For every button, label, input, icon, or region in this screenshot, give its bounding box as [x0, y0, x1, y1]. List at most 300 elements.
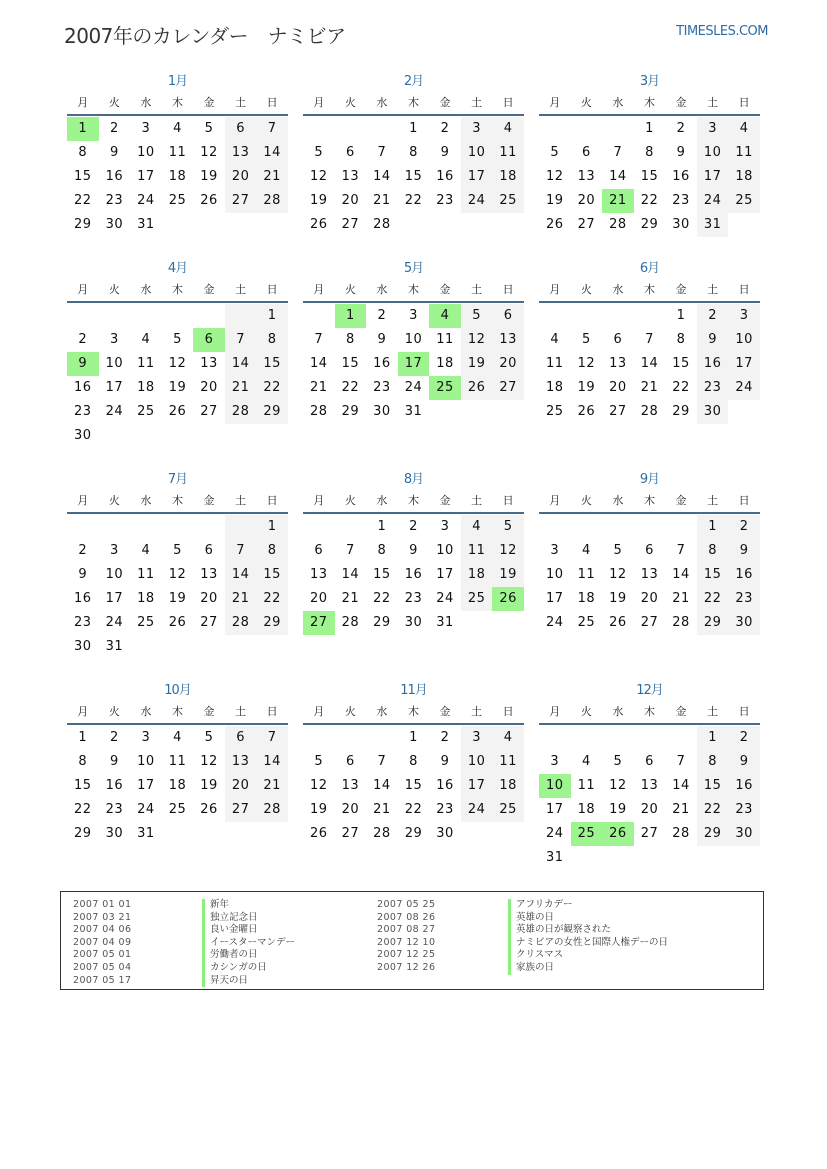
- day-cell[interactable]: 28: [373, 826, 391, 841]
- day-cell-holiday[interactable]: 17: [398, 352, 430, 376]
- day-cell[interactable]: 16: [373, 356, 391, 371]
- day-cell[interactable]: 9: [697, 328, 729, 352]
- day-cell[interactable]: 8: [645, 145, 654, 160]
- day-cell[interactable]: 5: [613, 754, 623, 769]
- day-cell-holiday[interactable]: 4: [429, 304, 461, 328]
- day-cell[interactable]: 14: [225, 352, 257, 376]
- day-cell[interactable]: 3: [550, 543, 560, 558]
- day-cell[interactable]: 4: [728, 117, 760, 141]
- day-cell[interactable]: 4: [461, 515, 493, 539]
- day-cell[interactable]: 14: [341, 567, 360, 582]
- day-cell[interactable]: 23: [74, 404, 92, 419]
- day-cell[interactable]: 3: [697, 117, 729, 141]
- day-cell[interactable]: 26: [200, 802, 218, 817]
- day-cell[interactable]: 5: [204, 121, 214, 136]
- day-cell[interactable]: 13: [200, 567, 218, 582]
- day-cell[interactable]: 3: [440, 519, 450, 534]
- day-cell[interactable]: 11: [492, 750, 524, 774]
- day-cell[interactable]: 22: [341, 380, 360, 395]
- day-cell[interactable]: 17: [461, 165, 493, 189]
- day-cell[interactable]: 6: [613, 332, 623, 347]
- day-cell[interactable]: 9: [728, 750, 760, 774]
- day-cell[interactable]: 28: [640, 404, 659, 419]
- day-cell[interactable]: 6: [314, 543, 324, 558]
- day-cell[interactable]: 3: [550, 754, 560, 769]
- day-cell[interactable]: 18: [492, 774, 524, 798]
- day-cell[interactable]: 24: [404, 380, 423, 395]
- day-cell[interactable]: 2: [109, 121, 119, 136]
- day-cell[interactable]: 18: [728, 165, 760, 189]
- day-cell[interactable]: 14: [225, 563, 257, 587]
- day-cell[interactable]: 3: [461, 726, 493, 750]
- day-cell[interactable]: 27: [492, 376, 524, 400]
- day-cell[interactable]: 5: [204, 730, 214, 745]
- day-cell[interactable]: 1: [78, 730, 88, 745]
- day-cell[interactable]: 29: [373, 615, 391, 630]
- day-cell[interactable]: 6: [345, 145, 355, 160]
- day-cell[interactable]: 10: [697, 141, 729, 165]
- day-cell[interactable]: 18: [436, 356, 454, 371]
- day-cell[interactable]: 31: [137, 217, 155, 232]
- day-cell[interactable]: 13: [609, 356, 627, 371]
- day-cell-holiday[interactable]: 26: [602, 822, 634, 846]
- day-cell[interactable]: 16: [436, 778, 454, 793]
- day-cell[interactable]: 17: [137, 778, 155, 793]
- day-cell[interactable]: 17: [436, 567, 454, 582]
- day-cell[interactable]: 12: [577, 356, 596, 371]
- day-cell[interactable]: 18: [492, 165, 524, 189]
- day-cell[interactable]: 17: [105, 380, 124, 395]
- day-cell[interactable]: 29: [256, 611, 288, 635]
- day-cell[interactable]: 3: [109, 332, 119, 347]
- day-cell[interactable]: 27: [225, 189, 257, 213]
- day-cell[interactable]: 17: [697, 165, 729, 189]
- day-cell[interactable]: 6: [345, 754, 355, 769]
- day-cell[interactable]: 8: [409, 145, 418, 160]
- day-cell[interactable]: 22: [373, 591, 391, 606]
- day-cell[interactable]: 22: [697, 587, 729, 611]
- day-cell[interactable]: 18: [168, 169, 187, 184]
- day-cell[interactable]: 2: [78, 543, 88, 558]
- day-cell[interactable]: 17: [461, 774, 493, 798]
- day-cell[interactable]: 7: [225, 328, 257, 352]
- day-cell[interactable]: 14: [672, 778, 690, 793]
- day-cell[interactable]: 5: [461, 304, 493, 328]
- day-cell[interactable]: 27: [200, 615, 218, 630]
- day-cell[interactable]: 2: [409, 519, 418, 534]
- day-cell[interactable]: 23: [436, 802, 454, 817]
- day-cell[interactable]: 4: [492, 117, 524, 141]
- day-cell[interactable]: 13: [492, 328, 524, 352]
- day-cell[interactable]: 16: [105, 169, 124, 184]
- day-cell[interactable]: 7: [256, 117, 288, 141]
- day-cell[interactable]: 26: [168, 615, 187, 630]
- day-cell[interactable]: 16: [74, 380, 92, 395]
- day-cell[interactable]: 16: [697, 352, 729, 376]
- day-cell[interactable]: 15: [672, 356, 690, 371]
- day-cell[interactable]: 13: [640, 778, 659, 793]
- day-cell[interactable]: 18: [461, 563, 493, 587]
- day-cell[interactable]: 6: [492, 304, 524, 328]
- day-cell[interactable]: 2: [440, 730, 450, 745]
- day-cell[interactable]: 11: [137, 356, 155, 371]
- day-cell[interactable]: 12: [492, 539, 524, 563]
- day-cell[interactable]: 20: [492, 352, 524, 376]
- day-cell[interactable]: 15: [74, 169, 92, 184]
- day-cell[interactable]: 24: [697, 189, 729, 213]
- day-cell[interactable]: 14: [672, 567, 690, 582]
- day-cell[interactable]: 29: [404, 826, 423, 841]
- day-cell[interactable]: 5: [314, 145, 324, 160]
- day-cell-holiday[interactable]: 25: [429, 376, 461, 400]
- day-cell[interactable]: 5: [173, 543, 182, 558]
- day-cell[interactable]: 1: [645, 121, 654, 136]
- day-cell[interactable]: 10: [105, 567, 124, 582]
- day-cell[interactable]: 12: [310, 778, 328, 793]
- day-cell[interactable]: 15: [640, 169, 659, 184]
- day-cell[interactable]: 20: [640, 802, 659, 817]
- day-cell[interactable]: 21: [256, 774, 288, 798]
- day-cell[interactable]: 31: [697, 213, 729, 237]
- day-cell[interactable]: 14: [373, 169, 391, 184]
- day-cell[interactable]: 1: [676, 308, 686, 323]
- day-cell[interactable]: 21: [373, 193, 391, 208]
- day-cell[interactable]: 3: [461, 117, 493, 141]
- day-cell[interactable]: 31: [137, 826, 155, 841]
- day-cell[interactable]: 19: [200, 778, 218, 793]
- day-cell[interactable]: 8: [256, 539, 288, 563]
- day-cell[interactable]: 6: [225, 117, 257, 141]
- day-cell[interactable]: 9: [409, 543, 418, 558]
- day-cell[interactable]: 21: [256, 165, 288, 189]
- day-cell[interactable]: 27: [200, 404, 218, 419]
- day-cell[interactable]: 30: [728, 822, 760, 846]
- day-cell[interactable]: 12: [168, 567, 187, 582]
- day-cell[interactable]: 15: [697, 774, 729, 798]
- day-cell[interactable]: 29: [697, 611, 729, 635]
- day-cell[interactable]: 6: [645, 543, 654, 558]
- day-cell[interactable]: 18: [577, 802, 596, 817]
- day-cell[interactable]: 19: [168, 591, 187, 606]
- day-cell[interactable]: 14: [373, 778, 391, 793]
- day-cell[interactable]: 2: [728, 726, 760, 750]
- day-cell[interactable]: 13: [310, 567, 328, 582]
- day-cell[interactable]: 21: [640, 380, 659, 395]
- day-cell[interactable]: 12: [200, 754, 218, 769]
- day-cell[interactable]: 1: [697, 726, 729, 750]
- day-cell[interactable]: 22: [256, 376, 288, 400]
- day-cell[interactable]: 2: [377, 308, 387, 323]
- day-cell[interactable]: 12: [168, 356, 187, 371]
- day-cell[interactable]: 21: [672, 591, 690, 606]
- day-cell[interactable]: 7: [645, 332, 654, 347]
- day-cell[interactable]: 19: [609, 591, 627, 606]
- day-cell[interactable]: 11: [577, 567, 596, 582]
- day-cell[interactable]: 24: [728, 376, 760, 400]
- day-cell[interactable]: 7: [256, 726, 288, 750]
- day-cell[interactable]: 22: [256, 587, 288, 611]
- day-cell[interactable]: 26: [461, 376, 493, 400]
- day-cell[interactable]: 14: [609, 169, 627, 184]
- day-cell[interactable]: 25: [168, 193, 187, 208]
- day-cell[interactable]: 19: [492, 563, 524, 587]
- day-cell[interactable]: 3: [728, 304, 760, 328]
- day-cell[interactable]: 23: [373, 380, 391, 395]
- day-cell[interactable]: 17: [546, 591, 564, 606]
- day-cell-holiday[interactable]: 26: [492, 587, 524, 611]
- day-cell[interactable]: 8: [697, 539, 729, 563]
- day-cell[interactable]: 2: [728, 515, 760, 539]
- day-cell[interactable]: 16: [672, 169, 690, 184]
- day-cell[interactable]: 20: [341, 193, 360, 208]
- day-cell[interactable]: 9: [676, 145, 686, 160]
- day-cell[interactable]: 24: [137, 802, 155, 817]
- day-cell[interactable]: 13: [200, 356, 218, 371]
- day-cell[interactable]: 9: [440, 145, 450, 160]
- day-cell[interactable]: 23: [436, 193, 454, 208]
- day-cell[interactable]: 10: [728, 328, 760, 352]
- day-cell[interactable]: 9: [440, 754, 450, 769]
- day-cell[interactable]: 25: [546, 404, 564, 419]
- day-cell[interactable]: 10: [105, 356, 124, 371]
- day-cell[interactable]: 24: [436, 591, 454, 606]
- day-cell[interactable]: 4: [173, 730, 182, 745]
- day-cell[interactable]: 1: [697, 515, 729, 539]
- day-cell[interactable]: 9: [78, 567, 88, 582]
- day-cell[interactable]: 21: [341, 591, 360, 606]
- day-cell[interactable]: 8: [676, 332, 686, 347]
- day-cell[interactable]: 8: [409, 754, 418, 769]
- day-cell[interactable]: 15: [256, 563, 288, 587]
- day-cell[interactable]: 28: [341, 615, 360, 630]
- day-cell[interactable]: 7: [377, 145, 387, 160]
- day-cell[interactable]: 4: [581, 754, 591, 769]
- day-cell[interactable]: 14: [310, 356, 328, 371]
- day-cell[interactable]: 1: [256, 304, 288, 328]
- day-cell[interactable]: 12: [461, 328, 493, 352]
- day-cell[interactable]: 20: [225, 774, 257, 798]
- day-cell[interactable]: 26: [200, 193, 218, 208]
- day-cell[interactable]: 13: [225, 141, 257, 165]
- day-cell[interactable]: 20: [640, 591, 659, 606]
- day-cell[interactable]: 1: [409, 730, 418, 745]
- day-cell[interactable]: 18: [168, 778, 187, 793]
- day-cell[interactable]: 4: [581, 543, 591, 558]
- day-cell[interactable]: 22: [697, 798, 729, 822]
- day-cell[interactable]: 26: [546, 217, 564, 232]
- day-cell[interactable]: 31: [105, 639, 124, 654]
- day-cell[interactable]: 21: [672, 802, 690, 817]
- day-cell[interactable]: 1: [409, 121, 418, 136]
- day-cell[interactable]: 17: [137, 169, 155, 184]
- site-logo[interactable]: TIMESLES.COM: [676, 24, 768, 39]
- day-cell[interactable]: 15: [256, 352, 288, 376]
- day-cell[interactable]: 24: [546, 826, 564, 841]
- day-cell[interactable]: 25: [137, 404, 155, 419]
- day-cell[interactable]: 5: [173, 332, 182, 347]
- day-cell[interactable]: 21: [310, 380, 328, 395]
- day-cell[interactable]: 7: [613, 145, 623, 160]
- day-cell[interactable]: 3: [141, 121, 151, 136]
- day-cell[interactable]: 31: [546, 850, 564, 865]
- day-cell[interactable]: 24: [105, 404, 124, 419]
- day-cell[interactable]: 30: [373, 404, 391, 419]
- day-cell[interactable]: 19: [546, 193, 564, 208]
- day-cell[interactable]: 25: [492, 798, 524, 822]
- day-cell[interactable]: 30: [105, 217, 124, 232]
- day-cell[interactable]: 31: [404, 404, 423, 419]
- day-cell-holiday[interactable]: 1: [67, 117, 99, 141]
- day-cell[interactable]: 25: [577, 615, 596, 630]
- day-cell[interactable]: 10: [461, 141, 493, 165]
- day-cell[interactable]: 14: [640, 356, 659, 371]
- day-cell[interactable]: 18: [577, 591, 596, 606]
- day-cell[interactable]: 30: [728, 611, 760, 635]
- day-cell[interactable]: 16: [105, 778, 124, 793]
- day-cell[interactable]: 22: [74, 193, 92, 208]
- day-cell[interactable]: 5: [492, 515, 524, 539]
- day-cell[interactable]: 15: [373, 567, 391, 582]
- day-cell[interactable]: 17: [546, 802, 564, 817]
- day-cell[interactable]: 23: [672, 193, 690, 208]
- day-cell[interactable]: 8: [256, 328, 288, 352]
- day-cell[interactable]: 6: [645, 754, 654, 769]
- day-cell[interactable]: 10: [137, 145, 155, 160]
- day-cell[interactable]: 24: [546, 615, 564, 630]
- day-cell[interactable]: 8: [377, 543, 387, 558]
- day-cell[interactable]: 1: [256, 515, 288, 539]
- day-cell[interactable]: 15: [404, 778, 423, 793]
- day-cell[interactable]: 29: [341, 404, 360, 419]
- day-cell[interactable]: 11: [436, 332, 454, 347]
- day-cell[interactable]: 16: [728, 563, 760, 587]
- day-cell[interactable]: 13: [577, 169, 596, 184]
- day-cell[interactable]: 11: [492, 141, 524, 165]
- day-cell[interactable]: 19: [168, 380, 187, 395]
- day-cell[interactable]: 13: [640, 567, 659, 582]
- day-cell[interactable]: 3: [409, 308, 418, 323]
- day-cell[interactable]: 23: [404, 591, 423, 606]
- day-cell[interactable]: 17: [728, 352, 760, 376]
- day-cell[interactable]: 9: [728, 539, 760, 563]
- day-cell[interactable]: 13: [341, 778, 360, 793]
- day-cell[interactable]: 21: [225, 376, 257, 400]
- day-cell[interactable]: 29: [256, 400, 288, 424]
- day-cell[interactable]: 30: [697, 400, 729, 424]
- day-cell[interactable]: 3: [141, 730, 151, 745]
- day-cell[interactable]: 30: [436, 826, 454, 841]
- day-cell[interactable]: 19: [609, 802, 627, 817]
- day-cell[interactable]: 4: [141, 332, 151, 347]
- day-cell[interactable]: 1: [377, 519, 387, 534]
- day-cell[interactable]: 15: [74, 778, 92, 793]
- day-cell[interactable]: 28: [373, 217, 391, 232]
- day-cell[interactable]: 7: [345, 543, 355, 558]
- day-cell[interactable]: 21: [373, 802, 391, 817]
- day-cell[interactable]: 4: [492, 726, 524, 750]
- day-cell[interactable]: 10: [461, 750, 493, 774]
- day-cell[interactable]: 28: [225, 400, 257, 424]
- day-cell[interactable]: 2: [440, 121, 450, 136]
- day-cell[interactable]: 12: [546, 169, 564, 184]
- day-cell[interactable]: 11: [577, 778, 596, 793]
- day-cell[interactable]: 9: [377, 332, 387, 347]
- day-cell[interactable]: 28: [256, 189, 288, 213]
- day-cell[interactable]: 13: [225, 750, 257, 774]
- day-cell[interactable]: 29: [74, 826, 92, 841]
- day-cell[interactable]: 11: [137, 567, 155, 582]
- day-cell[interactable]: 24: [105, 615, 124, 630]
- day-cell[interactable]: 22: [404, 802, 423, 817]
- day-cell[interactable]: 15: [404, 169, 423, 184]
- day-cell[interactable]: 27: [341, 826, 360, 841]
- day-cell[interactable]: 28: [672, 615, 690, 630]
- day-cell[interactable]: 21: [225, 587, 257, 611]
- day-cell[interactable]: 15: [341, 356, 360, 371]
- day-cell[interactable]: 25: [461, 587, 493, 611]
- day-cell[interactable]: 22: [74, 802, 92, 817]
- day-cell[interactable]: 18: [546, 380, 564, 395]
- day-cell[interactable]: 18: [137, 380, 155, 395]
- day-cell[interactable]: 27: [341, 217, 360, 232]
- day-cell[interactable]: 29: [672, 404, 690, 419]
- day-cell[interactable]: 29: [640, 217, 659, 232]
- day-cell[interactable]: 20: [225, 165, 257, 189]
- day-cell[interactable]: 12: [200, 145, 218, 160]
- day-cell[interactable]: 23: [74, 615, 92, 630]
- day-cell[interactable]: 27: [577, 217, 596, 232]
- day-cell[interactable]: 6: [225, 726, 257, 750]
- day-cell[interactable]: 25: [168, 802, 187, 817]
- day-cell[interactable]: 27: [640, 615, 659, 630]
- day-cell[interactable]: 7: [314, 332, 324, 347]
- day-cell[interactable]: 4: [141, 543, 151, 558]
- day-cell[interactable]: 10: [436, 543, 454, 558]
- day-cell-holiday[interactable]: 6: [193, 328, 225, 352]
- day-cell[interactable]: 9: [109, 754, 119, 769]
- day-cell[interactable]: 14: [256, 750, 288, 774]
- day-cell[interactable]: 10: [404, 332, 423, 347]
- day-cell[interactable]: 11: [168, 754, 187, 769]
- day-cell-holiday[interactable]: 27: [303, 611, 335, 635]
- day-cell[interactable]: 19: [200, 169, 218, 184]
- day-cell[interactable]: 7: [225, 539, 257, 563]
- day-cell[interactable]: 30: [74, 639, 92, 654]
- day-cell[interactable]: 28: [225, 611, 257, 635]
- day-cell[interactable]: 10: [546, 567, 564, 582]
- day-cell[interactable]: 26: [168, 404, 187, 419]
- day-cell[interactable]: 30: [672, 217, 690, 232]
- day-cell[interactable]: 8: [78, 145, 88, 160]
- day-cell[interactable]: 22: [672, 380, 690, 395]
- day-cell[interactable]: 5: [613, 543, 623, 558]
- day-cell[interactable]: 24: [461, 798, 493, 822]
- day-cell[interactable]: 2: [78, 332, 88, 347]
- day-cell[interactable]: 12: [609, 567, 627, 582]
- day-cell[interactable]: 20: [577, 193, 596, 208]
- day-cell[interactable]: 16: [436, 169, 454, 184]
- day-cell[interactable]: 11: [168, 145, 187, 160]
- day-cell[interactable]: 24: [461, 189, 493, 213]
- day-cell[interactable]: 19: [461, 352, 493, 376]
- day-cell[interactable]: 11: [461, 539, 493, 563]
- day-cell[interactable]: 23: [728, 798, 760, 822]
- day-cell[interactable]: 27: [640, 826, 659, 841]
- day-cell[interactable]: 16: [74, 591, 92, 606]
- day-cell[interactable]: 28: [256, 798, 288, 822]
- day-cell[interactable]: 14: [256, 141, 288, 165]
- day-cell[interactable]: 22: [640, 193, 659, 208]
